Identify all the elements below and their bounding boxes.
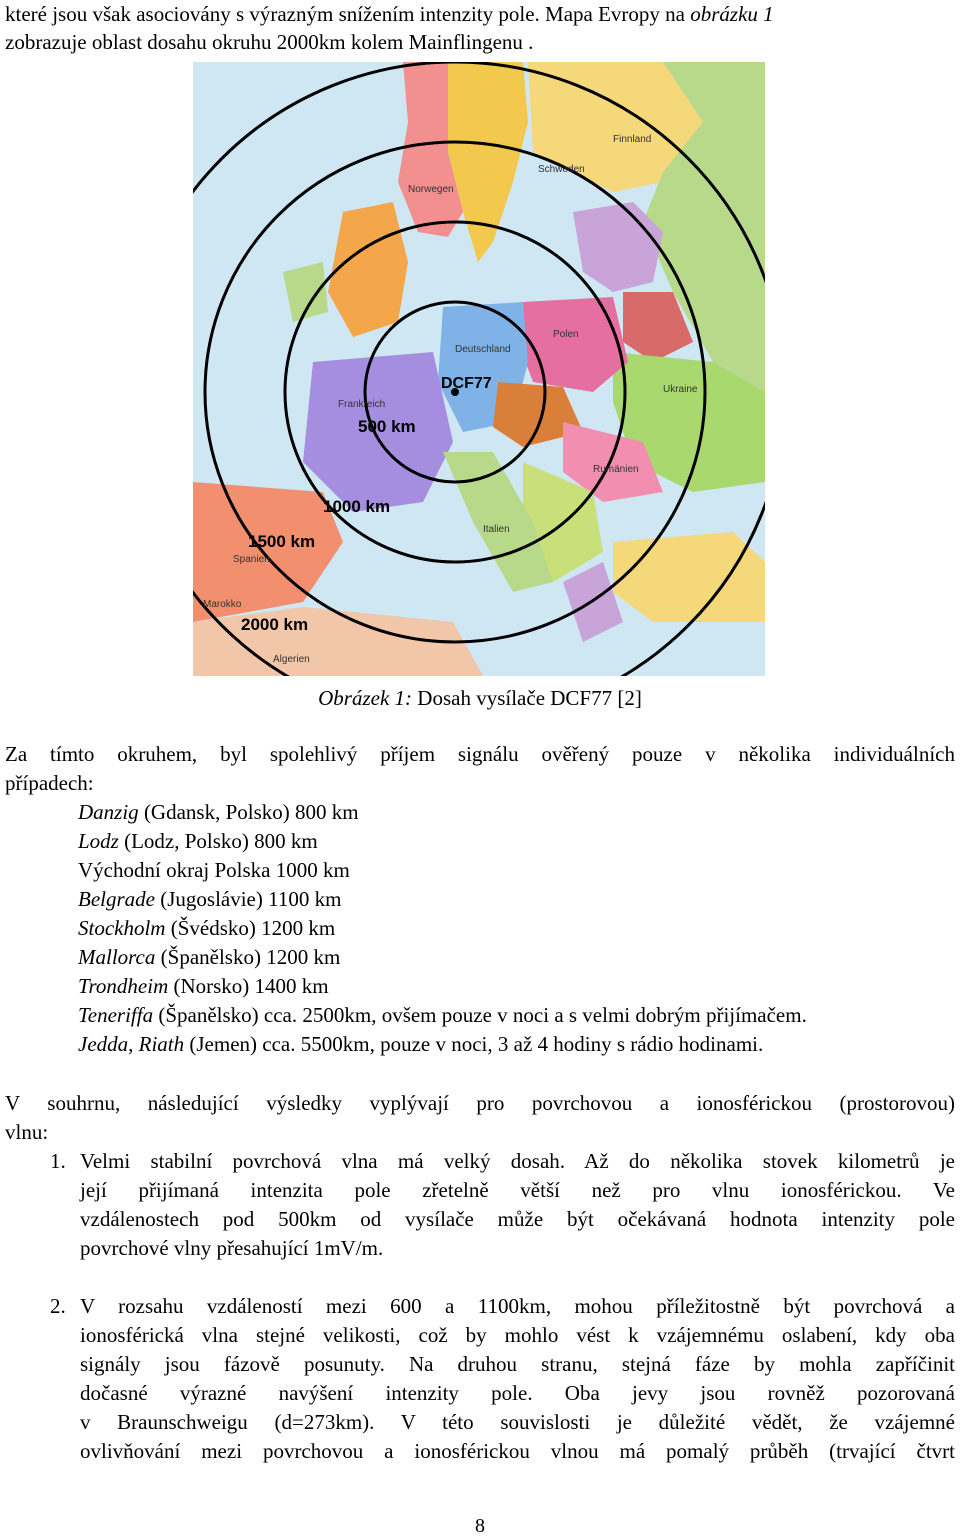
item1-number: 1. [50,1149,66,1173]
para1-text-1: Za tímto okruhem, byl spolehlivý příjem signálu ověřený pouze v několika individuálních [5,742,955,766]
item2-line-6: ovlivňování mezi povrchovou a ionosférickou vlnou má pomalý průběh (trvající čtvrt [80,1439,955,1463]
item1-line-1: Velmi stabilní povrchová vlna má velký dosah. Až do několika stovek kilometrů je [80,1149,955,1173]
label-germany: Deutschland [455,344,511,355]
location-detail: (Norsko) 1400 km [168,974,329,998]
intro-line-1 [5,0,774,28]
label-1000km: 1000 km [323,497,391,516]
intro-figure-ref: obrázku 1 [690,2,774,26]
item2-line-3: signály jsou fázově posunuty. Na druhou stranu, stejná fáze by mohla zapříčinit [80,1352,955,1376]
location-name: Belgrade [78,887,155,911]
para1-line-2: případech: [5,771,94,795]
list-item [78,972,329,1001]
list-item [78,885,341,914]
figure-caption [0,684,960,712]
intro-text: které jsou však asociovány s výrazným snížením intenzity pole. Mapa Evropy na [5,2,685,26]
label-finland: Finnland [613,134,652,145]
page-number: 8 [475,1515,485,1537]
label-romania: Rumänien [593,464,639,475]
label-algeria: Algerien [273,654,310,665]
item1-line-4: povrchové vlny přesahující 1mV/m. [80,1236,384,1260]
para1-line-1 [5,740,955,768]
location-name: Mallorca [78,945,156,969]
item2-line-5: v Braunschweigu (d=273km). V této souvislosti je důležité vědět, že vzájemné [80,1410,955,1434]
list-item [78,943,340,972]
list-item [78,856,350,885]
location-detail: (Jemen) cca. 5500km, pouze v noci, 3 až 4 hodiny s rádio hodinami. [184,1032,764,1056]
location-detail: (Jugoslávie) 1100 km [154,887,342,911]
intro-line-2: zobrazuje oblast dosahu okruhu 2000km kolem Mainflingenu . [5,30,534,54]
location-name: Lodz [78,829,119,853]
item2-text [80,1292,955,1465]
item2-number: 2. [50,1294,66,1318]
location-detail: Východní okraj Polska 1000 km [78,858,350,882]
item2-line-1: V rozsahu vzdáleností mezi 600 a 1100km, mohou příležitostně být povrchová a [80,1294,955,1318]
item1-text [80,1147,955,1262]
label-poland: Polen [553,329,579,340]
para2-text-1: V souhrnu, následující výsledky vyplývají pro povrchovou a ionosférickou (prostorovou) [5,1091,955,1115]
location-name: Trondheim [78,974,169,998]
para2-line-1 [5,1089,955,1117]
item2-line-4: dočasné výrazné navýšení intenzity pole. Oba jevy jsou rovněž pozorovaná [80,1381,955,1405]
item1-line-3: vzdálenostech pod 500km od vysílače může být očekávaná hodnota intenzity pole [80,1207,955,1231]
label-morocco: Marokko [203,599,242,610]
item1-line-2: její přijímaná intenzita pole zřetelně větší než pro vlnu ionosférickou. Ve [80,1178,955,1202]
label-france: Frankreich [338,399,386,410]
caption-label: Obrázek 1: [318,686,413,710]
label-sweden: Schweden [538,164,585,175]
location-name: Stockholm [78,916,166,940]
location-detail: (Španělsko) 1200 km [155,945,341,969]
label-ukraine: Ukraine [663,384,698,395]
label-norway: Norwegen [408,184,454,195]
label-1500km: 1500 km [248,532,316,551]
europe-coverage-map [193,62,765,676]
location-detail: (Španělsko) cca. 2500km, ovšem pouze v noci a s velmi dobrým přijímačem. [153,1003,807,1027]
location-detail: (Lodz, Polsko) 800 km [118,829,318,853]
map-turkey [613,532,765,622]
location-name: Teneriffa [78,1003,154,1027]
label-2000km: 2000 km [241,615,309,634]
location-name: Danzig [78,800,139,824]
list-item [78,798,359,827]
location-name: Jedda, Riath [78,1032,185,1056]
para2-line-2: vlnu: [5,1120,49,1144]
label-italy: Italien [483,524,510,535]
list-item [78,914,335,943]
caption-text: Dosah vysílače DCF77 [2] [417,686,642,710]
location-detail: (Gdansk, Polsko) 800 km [138,800,359,824]
label-500km: 500 km [358,417,416,436]
list-item [78,1030,763,1059]
label-dcf77: DCF77 [441,375,492,392]
label-spain: Spanien [233,554,270,565]
list-item [78,1001,807,1030]
location-detail: (Švédsko) 1200 km [165,916,336,940]
list-item [78,827,318,856]
item2-line-2: ionosférická vlna stejné velikosti, což by mohlo vést k vzájemnému oslabení, kdy oba [80,1323,955,1347]
